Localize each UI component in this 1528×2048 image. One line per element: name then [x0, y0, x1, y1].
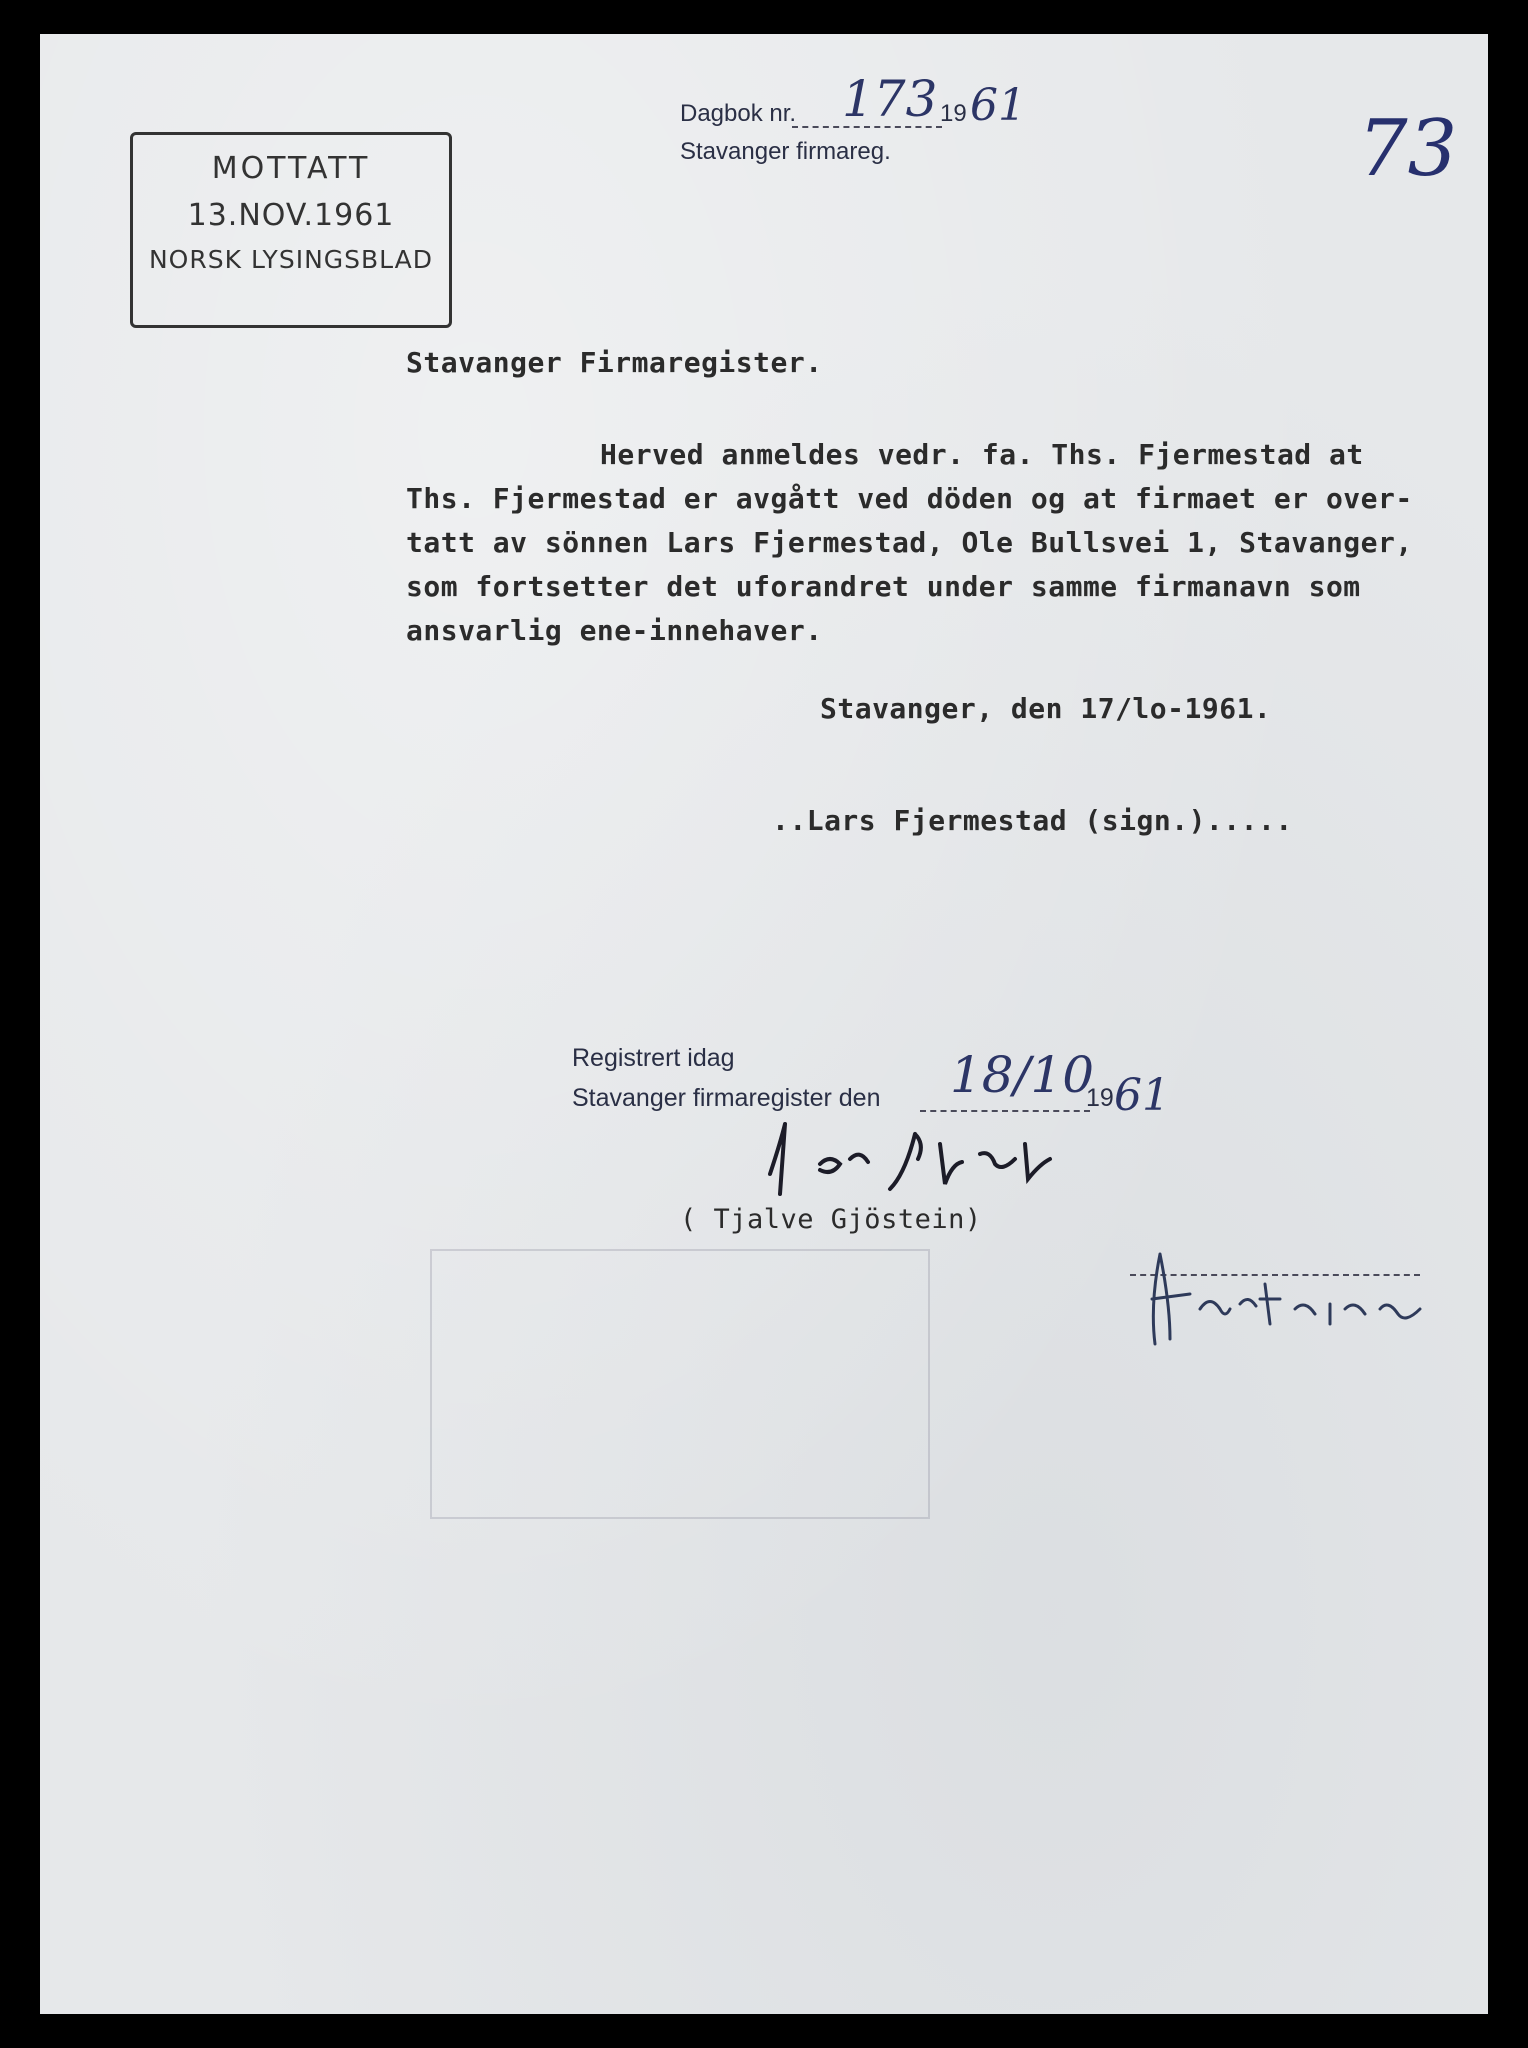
letter-body-line-1: Herved anmeldes vedr. fa. Ths. Fjermestad at	[600, 438, 1364, 471]
document-sheet	[40, 34, 1488, 2014]
letter-addressee: Stavanger Firmaregister.	[406, 346, 823, 379]
dagbok-number: 173	[842, 70, 938, 128]
letter-body-line-5: ansvarlig ene-innehaver.	[406, 614, 823, 647]
letter-signature: ..Lars Fjermestad (sign.).....	[772, 804, 1293, 837]
letter-body-line-3: tatt av sönnen Lars Fjermestad, Ole Bullsvei 1, Stavanger,	[406, 526, 1413, 559]
registration-line-1: Registrert idag	[572, 1044, 735, 1072]
stamp-line-publisher: NORSK LYSINGSBLAD	[148, 245, 434, 274]
dagbok-year-prefix: 19	[940, 100, 967, 127]
registrar-name: ( Tjalve Gjöstein)	[680, 1204, 982, 1235]
registration-year-prefix: 19	[1086, 1084, 1114, 1112]
dagbok-label: Dagbok nr.	[680, 100, 797, 127]
received-stamp	[130, 132, 452, 328]
registration-year-suffix: 61	[1114, 1070, 1170, 1121]
stamp-line-date: 13.NOV.1961	[187, 198, 395, 233]
faded-stamp-impression	[430, 1249, 930, 1519]
page-number-handwritten: 73	[1358, 104, 1458, 194]
registration-line-2-label: Stavanger firmaregister den	[572, 1084, 881, 1112]
registrar-signature	[740, 1104, 1100, 1214]
letter-place-date: Stavanger, den 17/lo-1961.	[820, 692, 1272, 725]
letter-body-line-4: som fortsetter det uforandret under samme firmanavn som	[406, 570, 1361, 603]
dagbok-register: Stavanger firmareg.	[680, 138, 891, 165]
stamp-line-received: MOTTATT	[211, 151, 371, 186]
registration-date-handwritten: 18/10	[950, 1046, 1095, 1104]
dagbok-year-suffix: 61	[970, 80, 1026, 131]
secondary-signature	[1130, 1214, 1450, 1364]
letter-body-line-2: Ths. Fjermestad er avgått ved döden og at firmaet er over-	[406, 482, 1413, 515]
